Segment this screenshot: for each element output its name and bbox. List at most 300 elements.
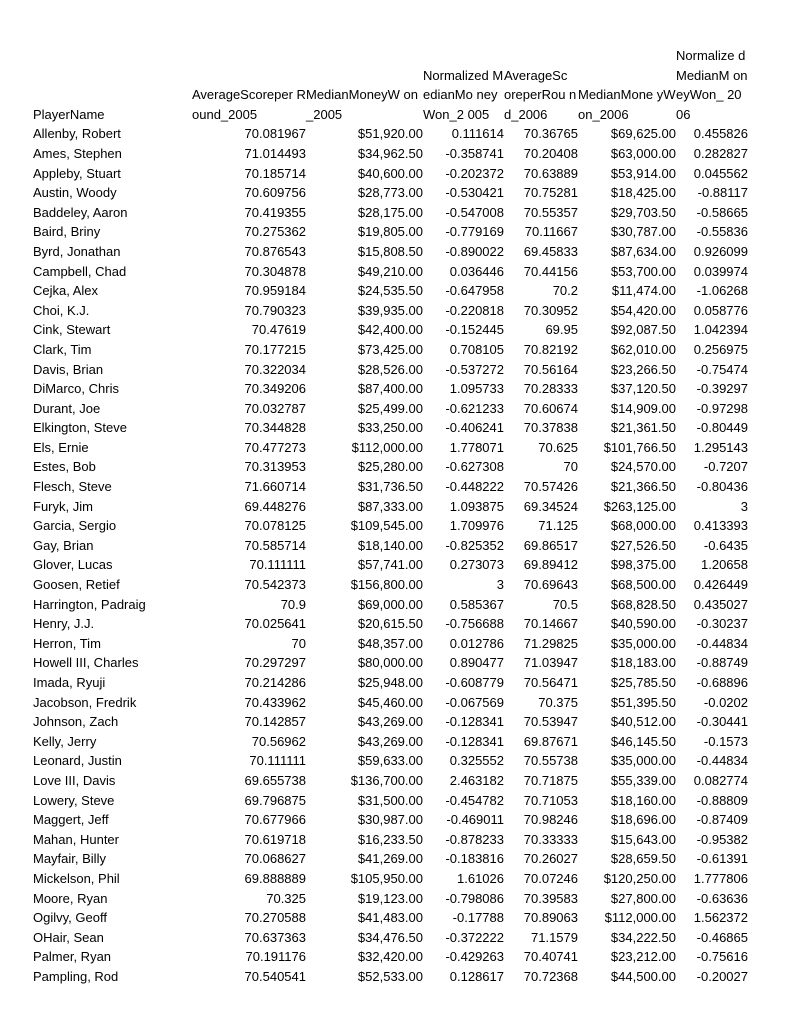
avg-score-2006-cell[interactable]: 70.30952 — [523, 302, 578, 318]
median-money-2005-cell[interactable]: $25,948.00 — [357, 675, 423, 690]
player-name-cell[interactable]: Kelly, Jerry — [33, 733, 97, 749]
avg-score-2005-cell[interactable]: 70.177215 — [244, 341, 306, 357]
avg-score-2005-cell[interactable]: 70.032787 — [244, 400, 306, 416]
normalized-median-money-2005-cell[interactable]: 0.128617 — [449, 968, 504, 984]
avg-score-2005-cell[interactable]: 70.56962 — [251, 733, 306, 749]
normalized-median-money-2005-cell[interactable]: -0.202372 — [445, 165, 504, 181]
normalized-median-money-2006-cell[interactable]: -0.20027 — [696, 968, 748, 984]
avg-score-2006-cell[interactable]: 70.37838 — [523, 420, 578, 436]
median-money-2005-cell[interactable]: $15,808.50 — [357, 243, 423, 259]
median-money-2006-cell[interactable]: $120,250.00 — [603, 870, 676, 886]
median-money-2005-cell[interactable]: $57,741.00 — [357, 557, 423, 573]
avg-score-2006-cell[interactable]: 70.07246 — [523, 870, 578, 886]
player-name-cell[interactable]: Mayfair, Billy — [33, 851, 106, 867]
player-name-cell[interactable]: Herron, Tim — [33, 635, 101, 651]
median-money-2006-cell[interactable]: $63,000.00 — [610, 145, 676, 161]
normalized-median-money-2005-cell[interactable]: -0.779169 — [445, 224, 504, 240]
normalized-median-money-2005-cell[interactable]: -0.128341 — [445, 733, 504, 749]
player-name-cell[interactable]: Johnson, Zach — [33, 714, 119, 730]
avg-score-2005-cell[interactable]: 71.014493 — [244, 145, 306, 161]
avg-score-2006-cell[interactable]: 70.56471 — [523, 675, 578, 690]
median-money-2005-cell[interactable]: $41,483.00 — [357, 910, 423, 926]
avg-score-2006-cell[interactable]: 69.34524 — [523, 498, 578, 514]
median-money-2005-cell[interactable]: $45,460.00 — [357, 694, 423, 710]
normalized-median-money-2006-cell[interactable]: 0.039974 — [693, 263, 748, 279]
player-name-cell[interactable]: Imada, Ryuji — [33, 675, 106, 690]
median-money-2006-cell[interactable]: $55,339.00 — [610, 772, 676, 788]
avg-score-2006-cell[interactable]: 70.71875 — [523, 772, 578, 788]
avg-score-2005-cell[interactable]: 69.888889 — [244, 870, 306, 886]
median-money-2005-cell[interactable]: $109,545.00 — [350, 518, 423, 534]
player-name-cell[interactable]: Elkington, Steve — [33, 420, 127, 436]
median-money-2006-cell[interactable]: $40,590.00 — [610, 616, 676, 632]
median-money-2005-cell[interactable]: $43,269.00 — [357, 714, 423, 730]
avg-score-2006-cell[interactable]: 70.56164 — [523, 361, 578, 377]
median-money-2006-cell[interactable]: $98,375.00 — [610, 557, 676, 573]
player-name-cell[interactable]: Flesch, Steve — [33, 479, 112, 495]
avg-score-2005-cell[interactable]: 70.191176 — [245, 949, 306, 965]
normalized-median-money-2005-cell[interactable]: 0.890477 — [449, 655, 504, 671]
player-name-cell[interactable]: Els, Ernie — [33, 439, 89, 455]
avg-score-2005-cell[interactable]: 70.876543 — [244, 243, 306, 259]
normalized-median-money-2006-cell[interactable]: 1.20658 — [701, 557, 748, 573]
normalized-median-money-2006-cell[interactable]: -0.44834 — [696, 753, 748, 769]
median-money-2005-cell[interactable]: $59,633.00 — [357, 753, 423, 769]
median-money-2005-cell[interactable]: $19,123.00 — [357, 890, 423, 906]
median-money-2005-cell[interactable]: $31,500.00 — [357, 792, 423, 808]
normalized-median-money-2005-cell[interactable]: -0.067569 — [445, 694, 504, 710]
median-money-2006-cell[interactable]: $68,000.00 — [610, 518, 676, 534]
normalized-median-money-2006-cell[interactable]: -0.75474 — [696, 361, 748, 377]
player-name-cell[interactable]: Harrington, Padraig — [33, 596, 146, 612]
avg-score-2006-cell[interactable]: 70.55738 — [523, 753, 578, 769]
median-money-2006-cell[interactable]: $101,766.50 — [603, 439, 676, 455]
player-name-cell[interactable]: OHair, Sean — [33, 929, 104, 945]
normalized-median-money-2005-cell[interactable]: -0.547008 — [445, 204, 504, 220]
avg-score-2006-cell[interactable]: 69.45833 — [523, 243, 578, 259]
normalized-median-money-2005-cell[interactable]: -0.647958 — [445, 283, 504, 299]
avg-score-2006-cell[interactable]: 70.75281 — [523, 185, 578, 201]
avg-score-2005-cell[interactable]: 70.270588 — [244, 910, 306, 926]
normalized-median-money-2006-cell[interactable]: 0.926099 — [693, 243, 748, 259]
avg-score-2006-cell[interactable]: 70.375 — [538, 694, 578, 710]
normalized-median-money-2006-cell[interactable]: -0.88117 — [697, 185, 748, 201]
median-money-2006-cell[interactable]: $62,010.00 — [610, 341, 676, 357]
avg-score-2006-cell[interactable]: 69.89412 — [523, 557, 578, 573]
player-name-cell[interactable]: Choi, K.J. — [33, 302, 90, 318]
normalized-median-money-2005-cell[interactable]: -0.798086 — [445, 890, 504, 906]
normalized-median-money-2005-cell[interactable]: -0.17788 — [452, 910, 504, 926]
player-name-cell[interactable]: Ogilvy, Geoff — [33, 910, 107, 926]
avg-score-2005-cell[interactable]: 69.796875 — [244, 792, 306, 808]
player-name-cell[interactable]: Clark, Tim — [33, 341, 92, 357]
avg-score-2006-cell[interactable]: 70.82192 — [523, 341, 578, 357]
normalized-median-money-2005-cell[interactable]: -0.128341 — [445, 714, 504, 730]
column-header-normalized-median-money-2006[interactable]: Normalize dMedianM oneyWon_ 2006 — [676, 48, 748, 122]
median-money-2006-cell[interactable]: $68,500.00 — [610, 577, 676, 593]
player-name-cell[interactable]: Austin, Woody — [33, 185, 117, 201]
median-money-2006-cell[interactable]: $37,120.50 — [610, 381, 676, 397]
normalized-median-money-2006-cell[interactable]: 1.042394 — [693, 322, 748, 338]
avg-score-2006-cell[interactable]: 70.40741 — [523, 949, 578, 965]
normalized-median-money-2005-cell[interactable]: -0.878233 — [445, 831, 504, 847]
median-money-2006-cell[interactable]: $44,500.00 — [610, 968, 676, 984]
median-money-2005-cell[interactable]: $39,935.00 — [357, 302, 423, 318]
avg-score-2005-cell[interactable]: 70.619718 — [244, 831, 306, 847]
column-header-median-money-2006[interactable]: MedianMone yWon_2006 — [578, 87, 676, 122]
median-money-2006-cell[interactable]: $69,625.00 — [610, 126, 676, 142]
player-name-cell[interactable]: Lowery, Steve — [33, 792, 115, 808]
normalized-median-money-2006-cell[interactable]: 0.426449 — [693, 577, 748, 593]
normalized-median-money-2006-cell[interactable]: -0.75616 — [696, 949, 748, 965]
normalized-median-money-2005-cell[interactable]: 1.778071 — [449, 439, 504, 455]
median-money-2005-cell[interactable]: $28,526.00 — [357, 361, 423, 377]
normalized-median-money-2005-cell[interactable]: -0.825352 — [445, 537, 504, 553]
median-money-2006-cell[interactable]: $29,703.50 — [610, 204, 676, 220]
median-money-2005-cell[interactable]: $136,700.00 — [350, 772, 423, 788]
normalized-median-money-2006-cell[interactable]: -0.1573 — [703, 733, 748, 749]
normalized-median-money-2006-cell[interactable]: -0.30441 — [696, 714, 748, 730]
normalized-median-money-2006-cell[interactable]: 1.562372 — [693, 910, 748, 926]
avg-score-2006-cell[interactable]: 70.63889 — [523, 165, 578, 181]
normalized-median-money-2006-cell[interactable]: -0.88809 — [696, 792, 748, 808]
avg-score-2006-cell[interactable]: 71.29825 — [523, 635, 578, 651]
avg-score-2005-cell[interactable]: 70.025641 — [244, 616, 306, 632]
median-money-2006-cell[interactable]: $46,145.50 — [610, 733, 676, 749]
avg-score-2006-cell[interactable]: 70.5 — [552, 596, 578, 612]
normalized-median-money-2005-cell[interactable]: -0.627308 — [445, 459, 504, 475]
median-money-2005-cell[interactable]: $24,535.50 — [357, 283, 423, 299]
median-money-2005-cell[interactable]: $49,210.00 — [357, 263, 423, 279]
normalized-median-money-2005-cell[interactable]: 1.095733 — [449, 381, 504, 397]
avg-score-2005-cell[interactable]: 70.275362 — [244, 224, 306, 240]
avg-score-2006-cell[interactable]: 70.33333 — [523, 831, 578, 847]
normalized-median-money-2005-cell[interactable]: 0.585367 — [449, 596, 504, 612]
normalized-median-money-2006-cell[interactable]: -0.87409 — [696, 812, 748, 828]
normalized-median-money-2006-cell[interactable]: -0.58665 — [696, 204, 748, 220]
normalized-median-money-2005-cell[interactable]: 1.709976 — [449, 518, 504, 534]
normalized-median-money-2006-cell[interactable]: -0.68896 — [696, 675, 748, 690]
normalized-median-money-2005-cell[interactable]: 1.61026 — [457, 870, 504, 886]
median-money-2005-cell[interactable]: $30,987.00 — [357, 812, 423, 828]
player-name-cell[interactable]: Palmer, Ryan — [33, 949, 112, 965]
normalized-median-money-2005-cell[interactable]: 0.036446 — [449, 263, 504, 279]
normalized-median-money-2006-cell[interactable]: -0.80436 — [696, 479, 748, 495]
avg-score-2005-cell[interactable]: 70.325 — [266, 890, 306, 906]
median-money-2006-cell[interactable]: $35,000.00 — [610, 635, 676, 651]
avg-score-2005-cell[interactable]: 70.078125 — [244, 518, 306, 534]
median-money-2005-cell[interactable]: $112,000.00 — [351, 439, 423, 455]
normalized-median-money-2005-cell[interactable]: -0.372222 — [445, 929, 504, 945]
avg-score-2005-cell[interactable]: 69.655738 — [244, 772, 306, 788]
median-money-2006-cell[interactable]: $263,125.00 — [603, 498, 676, 514]
median-money-2006-cell[interactable]: $18,183.00 — [610, 655, 676, 671]
median-money-2006-cell[interactable]: $11,474.00 — [611, 283, 676, 299]
player-name-cell[interactable]: Mahan, Hunter — [33, 831, 119, 847]
avg-score-2006-cell[interactable]: 70.71053 — [523, 792, 578, 808]
median-money-2005-cell[interactable]: $34,476.50 — [357, 929, 423, 945]
normalized-median-money-2005-cell[interactable]: 0.325552 — [449, 753, 504, 769]
normalized-median-money-2005-cell[interactable]: -0.890022 — [445, 243, 504, 259]
player-name-cell[interactable]: Davis, Brian — [33, 361, 104, 377]
median-money-2006-cell[interactable]: $35,000.00 — [610, 753, 676, 769]
player-name-cell[interactable]: Appleby, Stuart — [33, 165, 121, 181]
column-header-avg-score-2006[interactable]: AverageSc oreperRou nd_2006 — [504, 67, 577, 122]
avg-score-2006-cell[interactable]: 70.98246 — [523, 812, 578, 828]
normalized-median-money-2005-cell[interactable]: -0.406241 — [445, 420, 504, 436]
avg-score-2006-cell[interactable]: 71.03947 — [523, 655, 578, 671]
normalized-median-money-2006-cell[interactable]: -0.30237 — [696, 616, 748, 632]
player-name-cell[interactable]: Jacobson, Fredrik — [33, 694, 137, 710]
avg-score-2005-cell[interactable]: 70.349206 — [244, 381, 306, 397]
median-money-2005-cell[interactable]: $20,615.50 — [357, 616, 423, 632]
avg-score-2006-cell[interactable]: 70.28333 — [523, 381, 578, 397]
avg-score-2005-cell[interactable]: 70.477273 — [244, 439, 306, 455]
median-money-2005-cell[interactable]: $48,357.00 — [357, 635, 423, 651]
player-name-cell[interactable]: Pampling, Rod — [33, 968, 119, 984]
median-money-2006-cell[interactable]: $21,361.50 — [610, 420, 676, 436]
player-name-cell[interactable]: Henry, J.J. — [33, 616, 95, 632]
median-money-2006-cell[interactable]: $40,512.00 — [610, 714, 676, 730]
normalized-median-money-2005-cell[interactable]: -0.537272 — [445, 361, 504, 377]
median-money-2005-cell[interactable]: $25,280.00 — [357, 459, 423, 475]
normalized-median-money-2006-cell[interactable]: -0.63636 — [696, 890, 748, 906]
avg-score-2006-cell[interactable]: 70.89063 — [523, 910, 578, 926]
normalized-median-money-2006-cell[interactable]: 1.295143 — [693, 439, 748, 455]
median-money-2005-cell[interactable]: $40,600.00 — [357, 165, 423, 181]
normalized-median-money-2006-cell[interactable]: 3 — [740, 498, 748, 514]
median-money-2005-cell[interactable]: $51,920.00 — [357, 126, 423, 142]
normalized-median-money-2005-cell[interactable]: -0.756688 — [445, 616, 504, 632]
avg-score-2005-cell[interactable]: 69.448276 — [244, 498, 306, 514]
median-money-2005-cell[interactable]: $105,950.00 — [350, 870, 423, 886]
avg-score-2005-cell[interactable]: 70.214286 — [244, 675, 306, 690]
median-money-2006-cell[interactable]: $18,160.00 — [610, 792, 676, 808]
avg-score-2006-cell[interactable]: 70.26027 — [523, 851, 578, 867]
normalized-median-money-2006-cell[interactable]: -0.46865 — [696, 929, 748, 945]
median-money-2005-cell[interactable]: $28,773.00 — [357, 185, 423, 201]
normalized-median-money-2005-cell[interactable]: -0.454782 — [445, 792, 504, 808]
player-name-cell[interactable]: Byrd, Jonathan — [33, 243, 121, 259]
normalized-median-money-2005-cell[interactable]: -0.608779 — [445, 675, 504, 690]
median-money-2005-cell[interactable]: $34,962.50 — [357, 145, 423, 161]
player-name-cell[interactable]: Cejka, Alex — [33, 283, 99, 299]
player-name-cell[interactable]: Glover, Lucas — [33, 557, 113, 573]
median-money-2006-cell[interactable]: $68,828.50 — [610, 596, 676, 612]
player-name-cell[interactable]: Furyk, Jim — [33, 498, 93, 514]
avg-score-2006-cell[interactable]: 70.44156 — [523, 263, 578, 279]
median-money-2005-cell[interactable]: $52,533.00 — [357, 968, 423, 984]
avg-score-2005-cell[interactable]: 70.609756 — [244, 185, 306, 201]
normalized-median-money-2006-cell[interactable]: -0.61391 — [696, 851, 748, 867]
median-money-2006-cell[interactable]: $34,222.50 — [610, 929, 676, 945]
avg-score-2006-cell[interactable]: 70.72368 — [523, 968, 578, 984]
normalized-median-money-2006-cell[interactable]: -0.44834 — [696, 635, 748, 651]
avg-score-2006-cell[interactable]: 69.87671 — [523, 733, 578, 749]
avg-score-2005-cell[interactable]: 70.111111 — [249, 557, 306, 573]
avg-score-2005-cell[interactable]: 70 — [291, 635, 306, 651]
avg-score-2006-cell[interactable]: 70.14667 — [523, 616, 578, 632]
avg-score-2006-cell[interactable]: 70.53947 — [523, 714, 578, 730]
player-name-cell[interactable]: Ames, Stephen — [33, 145, 122, 161]
normalized-median-money-2005-cell[interactable]: 0.012786 — [449, 635, 504, 651]
player-name-cell[interactable]: Garcia, Sergio — [33, 518, 117, 534]
avg-score-2005-cell[interactable]: 70.433962 — [244, 694, 306, 710]
avg-score-2005-cell[interactable]: 70.959184 — [244, 283, 306, 299]
player-name-cell[interactable]: Love III, Davis — [33, 772, 116, 788]
avg-score-2006-cell[interactable]: 71.1579 — [531, 929, 578, 945]
median-money-2005-cell[interactable]: $41,269.00 — [357, 851, 423, 867]
avg-score-2005-cell[interactable]: 70.185714 — [244, 165, 306, 181]
avg-score-2005-cell[interactable]: 70.297297 — [244, 655, 306, 671]
normalized-median-money-2005-cell[interactable]: -0.469011 — [446, 812, 504, 828]
median-money-2005-cell[interactable]: $87,333.00 — [357, 498, 423, 514]
normalized-median-money-2005-cell[interactable]: -0.429263 — [445, 949, 504, 965]
avg-score-2006-cell[interactable]: 70.60674 — [523, 400, 578, 416]
median-money-2005-cell[interactable]: $28,175.00 — [357, 204, 423, 220]
normalized-median-money-2006-cell[interactable]: -0.95382 — [696, 831, 748, 847]
avg-score-2005-cell[interactable]: 70.419355 — [244, 204, 306, 220]
normalized-median-money-2005-cell[interactable]: -0.152445 — [445, 322, 504, 338]
player-name-cell[interactable]: Gay, Brian — [33, 537, 94, 553]
avg-score-2006-cell[interactable]: 70.55357 — [523, 204, 578, 220]
player-name-cell[interactable]: Howell III, Charles — [33, 655, 139, 671]
median-money-2005-cell[interactable]: $156,800.00 — [350, 577, 423, 593]
player-name-cell[interactable]: Estes, Bob — [33, 459, 96, 475]
median-money-2006-cell[interactable]: $53,700.00 — [610, 263, 676, 279]
median-money-2006-cell[interactable]: $25,785.50 — [610, 675, 676, 690]
median-money-2006-cell[interactable]: $53,914.00 — [610, 165, 676, 181]
normalized-median-money-2005-cell[interactable]: 0.708105 — [449, 341, 504, 357]
normalized-median-money-2005-cell[interactable]: -0.358741 — [445, 145, 504, 161]
player-name-cell[interactable]: Cink, Stewart — [33, 322, 111, 338]
player-name-cell[interactable]: Moore, Ryan — [33, 890, 108, 906]
normalized-median-money-2006-cell[interactable]: 0.256975 — [693, 341, 748, 357]
median-money-2006-cell[interactable]: $18,696.00 — [610, 812, 676, 828]
median-money-2005-cell[interactable]: $87,400.00 — [357, 381, 423, 397]
normalized-median-money-2005-cell[interactable]: -0.448222 — [445, 479, 504, 495]
avg-score-2005-cell[interactable]: 70.585714 — [244, 537, 306, 553]
normalized-median-money-2005-cell[interactable]: 1.093875 — [449, 498, 504, 514]
avg-score-2005-cell[interactable]: 70.542373 — [244, 577, 306, 593]
median-money-2006-cell[interactable]: $92,087.50 — [610, 322, 676, 338]
avg-score-2005-cell[interactable]: 70.142857 — [244, 714, 306, 730]
normalized-median-money-2006-cell[interactable]: -0.7207 — [703, 459, 748, 475]
avg-score-2005-cell[interactable]: 70.637363 — [244, 929, 306, 945]
avg-score-2006-cell[interactable]: 70.69643 — [523, 577, 578, 593]
normalized-median-money-2005-cell[interactable]: 3 — [496, 577, 504, 593]
normalized-median-money-2006-cell[interactable]: -0.97298 — [696, 400, 748, 416]
column-header-avg-score-2005[interactable]: AverageScoreper Round_2005 — [192, 87, 306, 122]
avg-score-2005-cell[interactable]: 70.47619 — [251, 322, 306, 338]
median-money-2006-cell[interactable]: $30,787.00 — [610, 224, 676, 240]
avg-score-2006-cell[interactable]: 70.57426 — [523, 479, 578, 495]
median-money-2006-cell[interactable]: $14,909.00 — [610, 400, 676, 416]
normalized-median-money-2006-cell[interactable]: 0.413393 — [693, 518, 748, 534]
normalized-median-money-2006-cell[interactable]: -0.88749 — [696, 655, 748, 671]
avg-score-2006-cell[interactable]: 70.625 — [538, 439, 578, 455]
normalized-median-money-2005-cell[interactable]: -0.621233 — [445, 400, 504, 416]
avg-score-2005-cell[interactable]: 70.068627 — [244, 851, 306, 867]
avg-score-2005-cell[interactable]: 70.344828 — [244, 420, 306, 436]
normalized-median-money-2005-cell[interactable]: -0.183816 — [445, 851, 504, 867]
median-money-2006-cell[interactable]: $112,000.00 — [604, 910, 676, 926]
median-money-2005-cell[interactable]: $69,000.00 — [357, 596, 423, 612]
avg-score-2005-cell[interactable]: 70.322034 — [244, 361, 306, 377]
avg-score-2005-cell[interactable]: 70.790323 — [244, 302, 306, 318]
column-header-normalized-median-money-2005[interactable]: Normalized MedianMo neyWon_2 005 — [423, 67, 504, 122]
player-name-cell[interactable]: Goosen, Retief — [33, 577, 120, 593]
player-name-cell[interactable]: DiMarco, Chris — [33, 381, 119, 397]
avg-score-2006-cell[interactable]: 71.125 — [538, 518, 578, 534]
player-name-cell[interactable]: Mickelson, Phil — [33, 870, 120, 886]
median-money-2006-cell[interactable]: $21,366.50 — [610, 479, 676, 495]
median-money-2005-cell[interactable]: $32,420.00 — [357, 949, 423, 965]
player-name-cell[interactable]: Allenby, Robert — [33, 126, 121, 142]
median-money-2005-cell[interactable]: $16,233.50 — [357, 831, 423, 847]
avg-score-2006-cell[interactable]: 70.20408 — [523, 145, 578, 161]
normalized-median-money-2006-cell[interactable]: 0.058776 — [693, 302, 748, 318]
median-money-2006-cell[interactable]: $23,212.00 — [610, 949, 676, 965]
median-money-2006-cell[interactable]: $51,395.50 — [610, 694, 676, 710]
avg-score-2005-cell[interactable]: 70.304878 — [244, 263, 306, 279]
normalized-median-money-2005-cell[interactable]: -0.220818 — [445, 302, 504, 318]
avg-score-2005-cell[interactable]: 70.111111 — [249, 753, 306, 769]
median-money-2006-cell[interactable]: $87,634.00 — [610, 243, 676, 259]
median-money-2006-cell[interactable]: $27,526.50 — [610, 537, 676, 553]
normalized-median-money-2006-cell[interactable]: -0.55836 — [696, 224, 748, 240]
normalized-median-money-2006-cell[interactable]: 0.082774 — [693, 772, 748, 788]
player-name-cell[interactable]: Baddeley, Aaron — [33, 204, 128, 220]
avg-score-2006-cell[interactable]: 70.2 — [552, 283, 578, 299]
player-name-cell[interactable]: Baird, Briny — [33, 224, 101, 240]
avg-score-2005-cell[interactable]: 70.677966 — [244, 812, 306, 828]
normalized-median-money-2006-cell[interactable]: 0.435027 — [693, 596, 748, 612]
avg-score-2006-cell[interactable]: 70.39583 — [523, 890, 578, 906]
avg-score-2006-cell[interactable]: 69.95 — [545, 322, 578, 338]
column-header-median-money-2005[interactable]: MedianMoneyW on_2005 — [306, 87, 418, 122]
median-money-2006-cell[interactable]: $15,643.00 — [610, 831, 676, 847]
median-money-2006-cell[interactable]: $24,570.00 — [610, 459, 676, 475]
median-money-2006-cell[interactable]: $54,420.00 — [610, 302, 676, 318]
normalized-median-money-2005-cell[interactable]: 0.273073 — [449, 557, 504, 573]
avg-score-2005-cell[interactable]: 71.660714 — [244, 479, 306, 495]
normalized-median-money-2005-cell[interactable]: -0.530421 — [445, 185, 504, 201]
normalized-median-money-2005-cell[interactable]: 2.463182 — [449, 772, 504, 788]
median-money-2006-cell[interactable]: $18,425.00 — [610, 185, 676, 201]
normalized-median-money-2006-cell[interactable]: -0.0202 — [703, 694, 748, 710]
median-money-2005-cell[interactable]: $18,140.00 — [357, 537, 423, 553]
median-money-2005-cell[interactable]: $42,400.00 — [357, 322, 423, 338]
median-money-2006-cell[interactable]: $23,266.50 — [610, 361, 676, 377]
median-money-2006-cell[interactable]: $28,659.50 — [610, 851, 676, 867]
normalized-median-money-2006-cell[interactable]: -1.06268 — [696, 283, 748, 299]
avg-score-2006-cell[interactable]: 70.11667 — [524, 224, 578, 240]
player-name-cell[interactable]: Maggert, Jeff — [33, 812, 109, 828]
avg-score-2005-cell[interactable]: 70.540541 — [244, 968, 306, 984]
avg-score-2005-cell[interactable]: 70.9 — [280, 596, 306, 612]
avg-score-2005-cell[interactable]: 70.081967 — [244, 126, 306, 142]
median-money-2006-cell[interactable]: $27,800.00 — [610, 890, 676, 906]
median-money-2005-cell[interactable]: $31,736.50 — [357, 479, 423, 495]
normalized-median-money-2006-cell[interactable]: 0.045562 — [693, 165, 748, 181]
player-name-cell[interactable]: Durant, Joe — [33, 400, 101, 416]
normalized-median-money-2006-cell[interactable]: -0.39297 — [696, 381, 748, 397]
normalized-median-money-2006-cell[interactable]: -0.6435 — [703, 537, 748, 553]
avg-score-2006-cell[interactable]: 70 — [563, 459, 578, 475]
avg-score-2006-cell[interactable]: 70.36765 — [523, 126, 578, 142]
player-name-cell[interactable]: Leonard, Justin — [33, 753, 122, 769]
